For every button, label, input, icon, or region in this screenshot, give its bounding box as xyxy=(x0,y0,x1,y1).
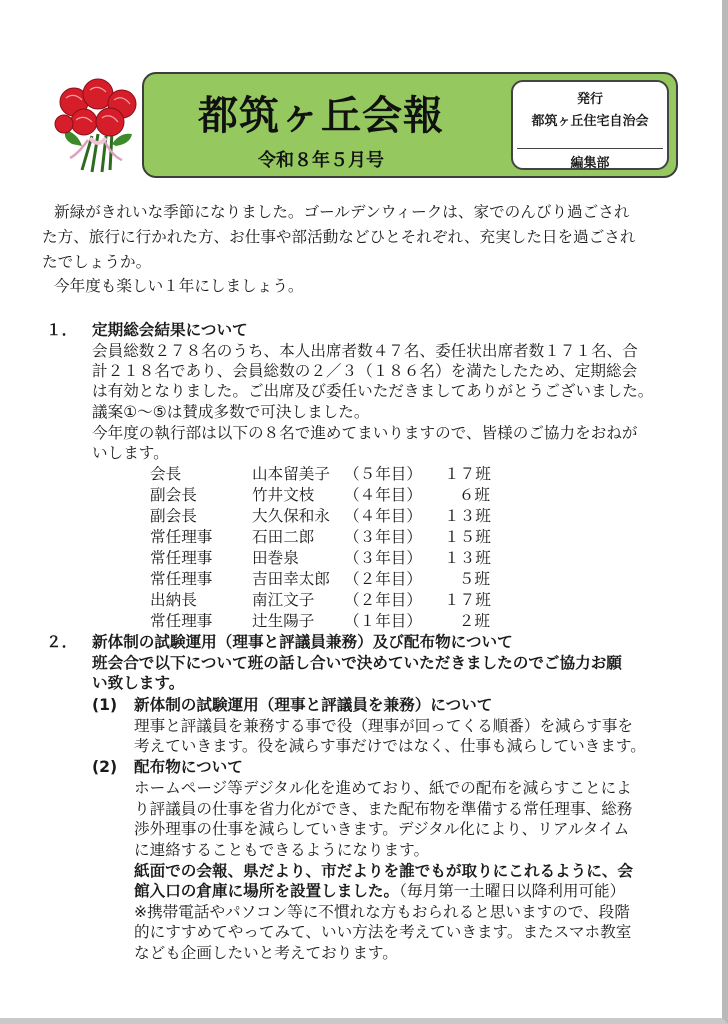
officer-name: 田巻泉 xyxy=(252,549,299,567)
publisher-box xyxy=(511,80,669,170)
issue-date: 令和８年５月号 xyxy=(258,150,384,171)
intro-line: 新緑がきれいな季節になりました。ゴールデンウィークは、家でのんびり過ごされ xyxy=(54,203,630,221)
subsection-2-closing: 的にすすめてやってみて、いい方法を考えていきます。またスマホ教室 xyxy=(134,923,632,941)
officer-role: 常任理事 xyxy=(150,549,213,567)
subsection-2-heading: 配布物について xyxy=(134,758,243,776)
section-2-number: ２． xyxy=(46,633,78,651)
officer-name: 石田二郎 xyxy=(252,528,315,546)
officer-role: 常任理事 xyxy=(150,570,213,588)
officer-group: ５班 xyxy=(458,570,490,588)
subsection-2-bold-line-wrap xyxy=(134,881,625,901)
officer-role: 副会長 xyxy=(150,507,197,525)
intro-line: た方、旅行に行かれた方、お仕事や部活動などひとそれぞれ、充実した日を過ごされ xyxy=(42,228,636,246)
subsection-2-number: (2) xyxy=(92,758,118,776)
officer-group: １５班 xyxy=(444,528,491,546)
subsection-2-bold-text: 館入口の倉庫に場所を設置しました。 xyxy=(134,882,400,900)
officer-year: （１年目） xyxy=(344,612,422,630)
officer-year: （５年目） xyxy=(344,465,422,483)
section-2-heading: 新体制の試験運用（理事と評議員兼務）及び配布物について xyxy=(92,633,513,651)
carnation-bouquet-icon xyxy=(52,74,144,178)
subsection-2-line: り評議員の仕事を省力化ができ、また配布物を準備する常任理事、総務 xyxy=(134,800,633,818)
publisher-divider xyxy=(517,148,663,149)
subsection-2-note: （毎月第一土曜日以降利用可能） xyxy=(399,882,626,900)
subsection-1-heading: 新体制の試験運用（理事と評議員を兼務）について xyxy=(134,696,493,714)
officer-group: ６班 xyxy=(458,486,490,504)
officer-group: １３班 xyxy=(444,507,491,525)
subsection-2-line: ホームページ等デジタル化を進めており、紙での配布を減らすことによ xyxy=(134,779,632,797)
officer-name: 竹井文枝 xyxy=(252,486,315,504)
officer-name: 山本留美子 xyxy=(252,465,330,483)
section-1-line: 議案①～⑤は賛成多数で可決しました。 xyxy=(92,403,370,421)
subsection-2-line: に連絡することもできるようになります。 xyxy=(134,841,430,859)
section-2-lead: い致します。 xyxy=(92,674,185,692)
officer-name: 大久保和永 xyxy=(252,507,330,525)
officer-name: 南江文子 xyxy=(252,591,315,609)
intro-line: 今年度も楽しい１年にしましょう。 xyxy=(54,277,304,295)
officer-group: １３班 xyxy=(444,549,491,567)
officer-year: （３年目） xyxy=(344,528,422,546)
section-1-line: 計２１８名であり、会員総数の２／３（１８６名）を満たしたため、定期総会 xyxy=(92,362,638,380)
officer-year: （２年目） xyxy=(344,570,422,588)
officer-year: （４年目） xyxy=(344,507,422,525)
publisher-name: 都筑ヶ丘住宅自治会 xyxy=(531,114,649,129)
publisher-label: 発行 xyxy=(576,92,603,107)
officer-name: 辻生陽子 xyxy=(252,612,315,630)
section-1-line: 会員総数２７８名のうち、本人出席者数４７名、委任状出席者数１７１名、合 xyxy=(92,342,638,360)
officer-year: （２年目） xyxy=(344,591,422,609)
section-1-line: は有効となりました。ご出席及び委任いただきましてありがとうございました。 xyxy=(92,382,654,400)
officer-year: （４年目） xyxy=(344,486,422,504)
officer-group: １７班 xyxy=(444,591,491,609)
officer-role: 会長 xyxy=(150,465,182,483)
section-1-line: いします。 xyxy=(92,444,169,462)
subsection-1-line: 考えていきます。役を減らす事だけではなく、仕事も減らしていきます。 xyxy=(134,737,646,755)
officer-group: ２班 xyxy=(458,612,490,630)
section-1-line: 今年度の執行部は以下の８名で進めてまいりますので、皆様のご協力をおねが xyxy=(92,424,638,442)
section-1-number: １． xyxy=(46,321,78,339)
section-1-heading: 定期総会結果について xyxy=(92,321,248,339)
subsection-2-line: 渉外理事の仕事を減らしていきます。デジタル化により、リアルタイム xyxy=(134,820,630,838)
subsection-1-number: (1) xyxy=(92,696,118,714)
officer-role: 出納長 xyxy=(150,591,197,609)
officer-name: 吉田幸太郎 xyxy=(252,570,330,588)
newsletter-title: 都筑ヶ丘会報 xyxy=(198,93,444,139)
intro-line: たでしょうか。 xyxy=(42,253,152,271)
officer-group: １７班 xyxy=(444,465,491,483)
officer-role: 常任理事 xyxy=(150,528,213,546)
officer-year: （３年目） xyxy=(344,549,422,567)
subsection-2-closing: ※携帯電話やパソコン等に不慣れな方もおられると思いますので、段階 xyxy=(134,903,630,921)
subsection-2-closing: なども企画したいと考えております。 xyxy=(134,944,398,962)
officer-role: 副会長 xyxy=(150,486,197,504)
officer-role: 常任理事 xyxy=(150,612,213,630)
subsection-1-line: 理事と評議員を兼務する事で役（理事が回ってくる順番）を減らす事を xyxy=(134,717,634,735)
editor-label: 編集部 xyxy=(570,156,610,171)
subsection-2-bold-line: 紙面での会報、県だより、市だよりを誰でもが取りにこれるように、会 xyxy=(134,862,634,880)
section-2-lead: 班会合で以下について班の話し合いで決めていただきましたのでご協力お願 xyxy=(92,654,622,672)
